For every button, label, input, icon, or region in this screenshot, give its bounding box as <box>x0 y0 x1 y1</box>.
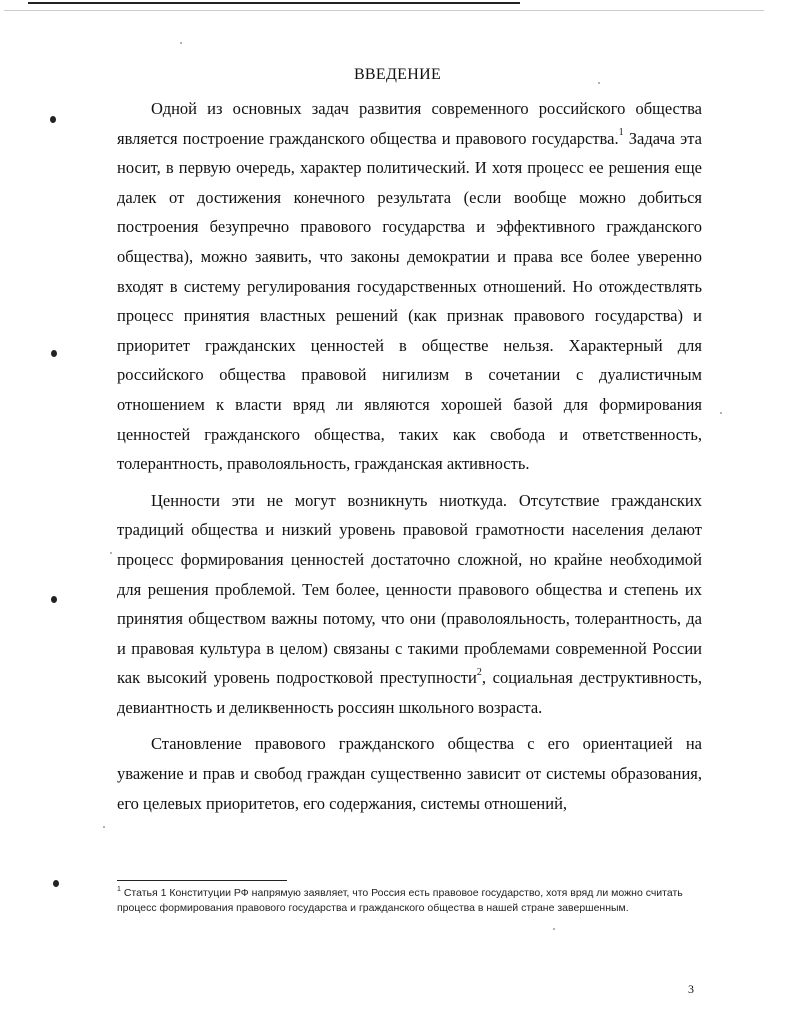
paragraph-text: Становление правового гражданского общества с его ориентацией на уважение и прав и свобод граждан существенно зависит от системы образования, его целевых приоритетов, его содержания, системы отношений, <box>117 734 702 813</box>
footnote-marker: 1 <box>117 885 121 893</box>
binder-hole-mark <box>53 880 59 887</box>
paragraph <box>117 94 702 479</box>
paragraph-text: Одной из основных задач развития современного российского общества является построение гражданского общества и правового государства. <box>117 99 702 148</box>
paragraph-text: Ценности эти не могут возникнуть ниоткуда. Отсутствие гражданских традиций общества и низкий уровень правовой грамотности населения делают процесс формирования ценностей достаточно сложной, но крайне необходимой для решения проблемой. Тем более, ценности правового общества и степень их принятия обществом важны потому, что они (праволояльность, толерантность, да и правовая культура в целом) связаны с такими проблемами современной России как высокий уровень подростковой преступности <box>117 490 702 688</box>
scan-speck <box>180 42 182 44</box>
paragraph-text: , социальная деструктивность, девиантность и деликвенность россиян школьного возраста. <box>117 668 702 717</box>
footnote-reference[interactable]: 1 <box>618 127 624 139</box>
footnote-separator <box>117 880 287 881</box>
page-number: 3 <box>688 982 694 996</box>
scan-edge-line <box>4 10 764 11</box>
scan-top-border <box>28 2 520 4</box>
footnote-text: Статья 1 Конституции РФ напрямую заявляет, что Россия есть правовое государство, хотя вряд ли можно считать процесс формирования правового государства и гражданского общества в нашей стране завершенным. <box>117 887 683 914</box>
binder-hole-mark <box>50 116 56 123</box>
paragraph <box>117 486 702 723</box>
scan-speck <box>110 552 112 554</box>
scan-speck <box>553 928 555 930</box>
footnote-reference[interactable]: 2 <box>476 666 482 678</box>
scan-speck <box>103 826 105 828</box>
paragraph-text: Задача эта носит, в первую очередь, характер политический. И хотя процесс ее решения еще далек от достижения конечного результата (если вообще можно добиться построения безупречно правового государства и эффективного гражданского общества), можно заявить, что законы демократии и права все более уверенно входят в систему регулирования государственных отношений. Но отождествлять процесс принятия властных решений (как признак правового государства) и приоритет гражданских ценностей в обществе нельзя. Характерный для российского общества правовой нигилизм в сочетании с дуалистичным отношением к власти вряд ли являются хорошей базой для формирования ценностей гражданского общества, таких как свобода и ответственность, толерантность, праволояльность, гражданская активность. <box>117 128 702 474</box>
binder-hole-mark <box>51 350 57 357</box>
document-body <box>117 94 702 818</box>
binder-hole-mark <box>51 596 57 603</box>
footnote <box>117 886 707 916</box>
paragraph <box>117 729 702 818</box>
scan-speck <box>720 412 722 414</box>
page-title: ВВЕДЕНИЕ <box>353 66 442 83</box>
